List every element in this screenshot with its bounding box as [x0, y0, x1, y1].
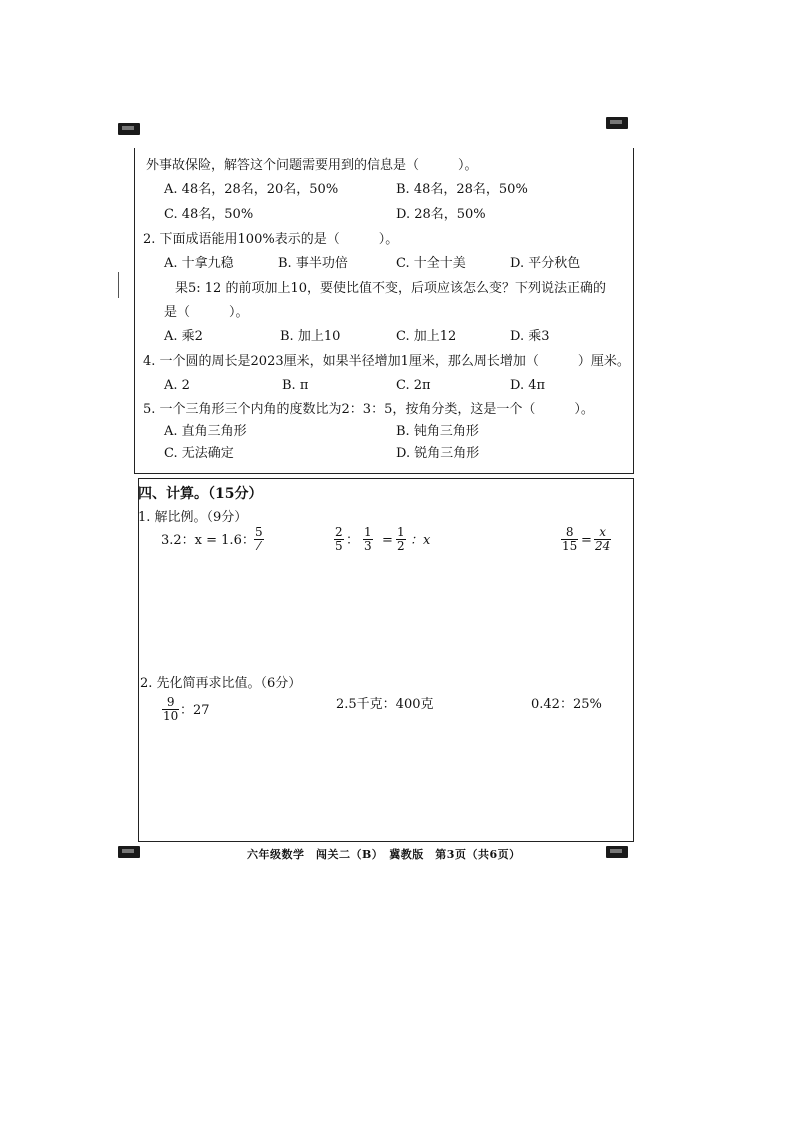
q3-option-c: C. 加上12	[396, 329, 457, 344]
part-2-title: 2. 先化简再求比值。（6分）	[140, 676, 302, 691]
q5-option-c: C. 无法确定	[164, 446, 234, 461]
q3-option-a: A. 乘2	[164, 329, 203, 344]
q2-option-c: C. 十全十美	[396, 256, 466, 271]
registration-mark-top-right	[606, 117, 628, 129]
q1-option-b: B. 48名，28名，50%	[396, 182, 528, 197]
simplify-1-fraction: $\frac{9}{10}$	[163, 695, 179, 723]
q2-option-d: D. 平分秋色	[510, 256, 581, 271]
part-1-title: 1. 解比例。（9分）	[138, 510, 248, 525]
equation-2-fraction-2: $\frac{1}{3}$	[364, 525, 372, 553]
q4-option-a: A. 2	[164, 378, 190, 393]
equation-2-fraction-1: $\frac{2}{5}$	[335, 525, 343, 553]
q4-option-d: D. 4π	[510, 378, 546, 393]
question-1-continuation: 外事故保险，解答这个问题需要用到的信息是（ ）。	[146, 158, 478, 173]
q5-option-b: B. 钝角三角形	[396, 424, 479, 439]
equation-3-equals: =	[581, 533, 592, 548]
equation-2-tail: ：x	[410, 533, 431, 548]
q1-option-a: A. 48名，28名，20名，50%	[164, 182, 339, 197]
question-4-stem: 4. 一个圆的周长是2023厘米，如果半径增加1厘米，那么周长增加（ ）厘米。	[143, 354, 630, 369]
q4-option-c: C. 2π	[396, 378, 431, 393]
equation-2-equals: =	[382, 533, 393, 548]
equation-2-fraction-3: $\frac{1}{2}$	[397, 525, 405, 553]
q1-option-c: C. 48名，50%	[164, 207, 254, 222]
question-3-stem-line1: 果5: 12 的前项加上10，要使比值不变，后项应该怎么变？下列说法正确的	[175, 281, 606, 296]
margin-scan-line	[118, 272, 119, 298]
q1-option-d: D. 28名，50%	[396, 207, 486, 222]
section-4-title: 四、计算。（15分）	[138, 486, 263, 502]
q2-option-a: A. 十拿九稳	[164, 256, 234, 271]
equation-3-fraction-1: $\frac{8}{15}$	[562, 525, 578, 553]
equation-1-fraction: 5 ⁄	[255, 525, 263, 553]
equation-1-left: 3.2：x = 1.6：	[161, 533, 255, 548]
page-footer: 六年级数学 闯关二（B） 冀教版 第3页（共6页）	[247, 848, 521, 861]
simplify-1-tail: ：27	[180, 703, 210, 718]
question-2-stem: 2. 下面成语能用100%表示的是（ ）。	[143, 232, 399, 247]
q5-option-a: A. 直角三角形	[164, 424, 247, 439]
question-3-stem-line2: 是（ ）。	[164, 305, 249, 320]
equation-2-colon: ：	[346, 533, 360, 548]
q3-option-d: D. 乘3	[510, 329, 550, 344]
question-5-stem: 5. 一个三角形三个内角的度数比为2：3：5，按角分类，这是一个（ ）。	[143, 402, 594, 417]
q5-option-d: D. 锐角三角形	[396, 446, 480, 461]
registration-mark-top-left	[118, 123, 140, 135]
registration-mark-bottom-left	[118, 846, 140, 858]
equation-3-fraction-2: $\frac{x}{24}$	[595, 525, 611, 553]
simplify-3: 0.42：25%	[531, 697, 602, 712]
q2-option-b: B. 事半功倍	[278, 256, 348, 271]
q3-option-b: B. 加上10	[280, 329, 341, 344]
simplify-2: 2.5千克：400克	[336, 697, 434, 712]
q4-option-b: B. π	[282, 378, 309, 393]
registration-mark-bottom-right	[606, 846, 628, 858]
